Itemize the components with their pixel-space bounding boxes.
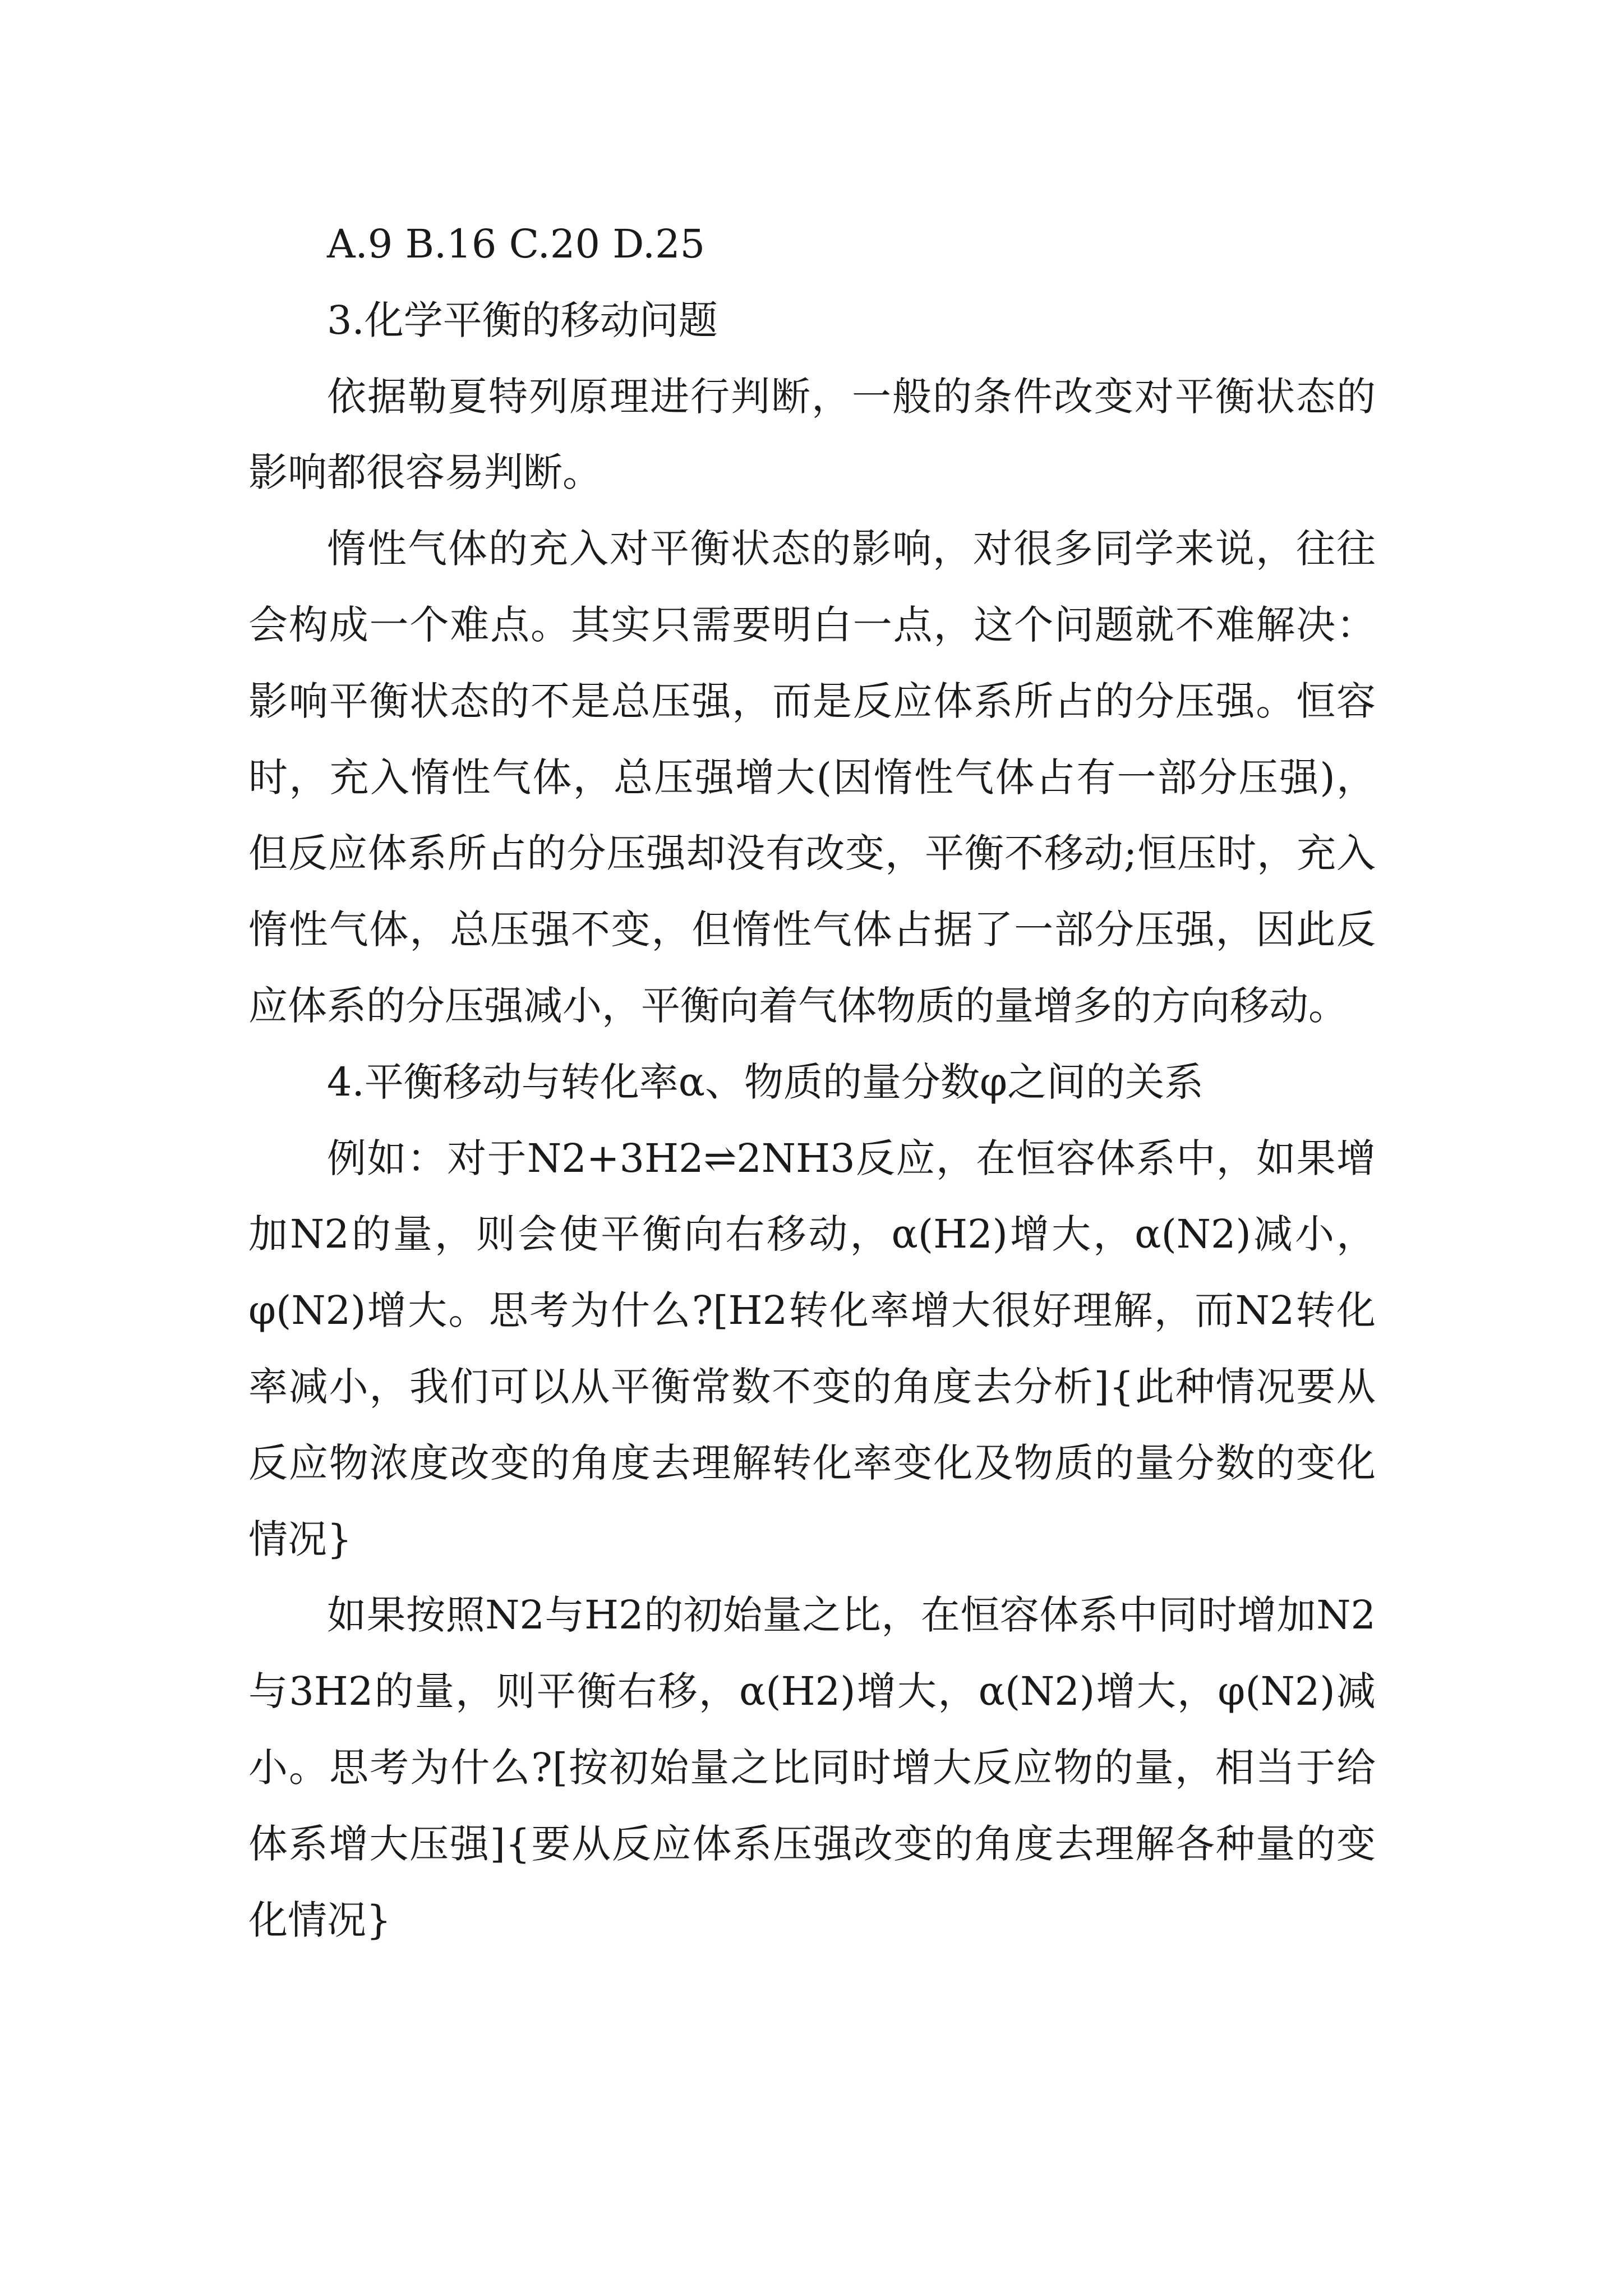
answer-options: A.9 B.16 C.20 D.25 (327, 221, 706, 267)
section-heading-4: 4.平衡移动与转化率α、物质的量分数φ之间的关系 (327, 1059, 1204, 1105)
section-heading-3: 3.化学平衡的移动问题 (327, 297, 718, 343)
paragraph-inert-gas: 惰性气体的充入对平衡状态的影响，对很多同学来说，往往会构成一个难点。其实只需要明白一点，这个问题就不难解决：影响平衡状态的不是总压强，而是反应体系所占的分压强。恒容时，充入惰性气体，总压强增大(因惰性气体占有一部分压强)，但反应体系所占的分压强却没有改变，平衡不移动;恒压时，充入惰性气体，总压强不变，但惰性气体占据了一部分压强，因此反应体系的分压强减小，平衡向着气体物质的量增多的方向移动。 (248, 526, 1376, 1029)
paragraph-example-ratio: 如果按照N2与H2的初始量之比，在恒容体系中同时增加N2与3H2的量，则平衡右移，α(H2)增大，α(N2)增大，φ(N2)减小。思考为什么?[按初始量之比同时增大反应物的量，相当于给体系增大压强]{要从反应体系压强改变的角度去理解各种量的变化情况} (248, 1592, 1376, 1943)
paragraph-le-chatelier: 依据勒夏特列原理进行判断，一般的条件改变对平衡状态的影响都很容易判断。 (248, 373, 1376, 496)
paragraph-example-n2: 例如：对于N2+3H2⇌2NH3反应，在恒容体系中，如果增加N2的量，则会使平衡向右移动，α(H2)增大，α(N2)减小，φ(N2)增大。思考为什么?[H2转化率增大很好理解，而N2转化率减小，我们可以从平衡常数不变的角度去分析]{此种情况要从反应物浓度改变的角度去理解转化率变化及物质的量分数的变化情况} (248, 1135, 1376, 1562)
document-body (248, 206, 1376, 1958)
